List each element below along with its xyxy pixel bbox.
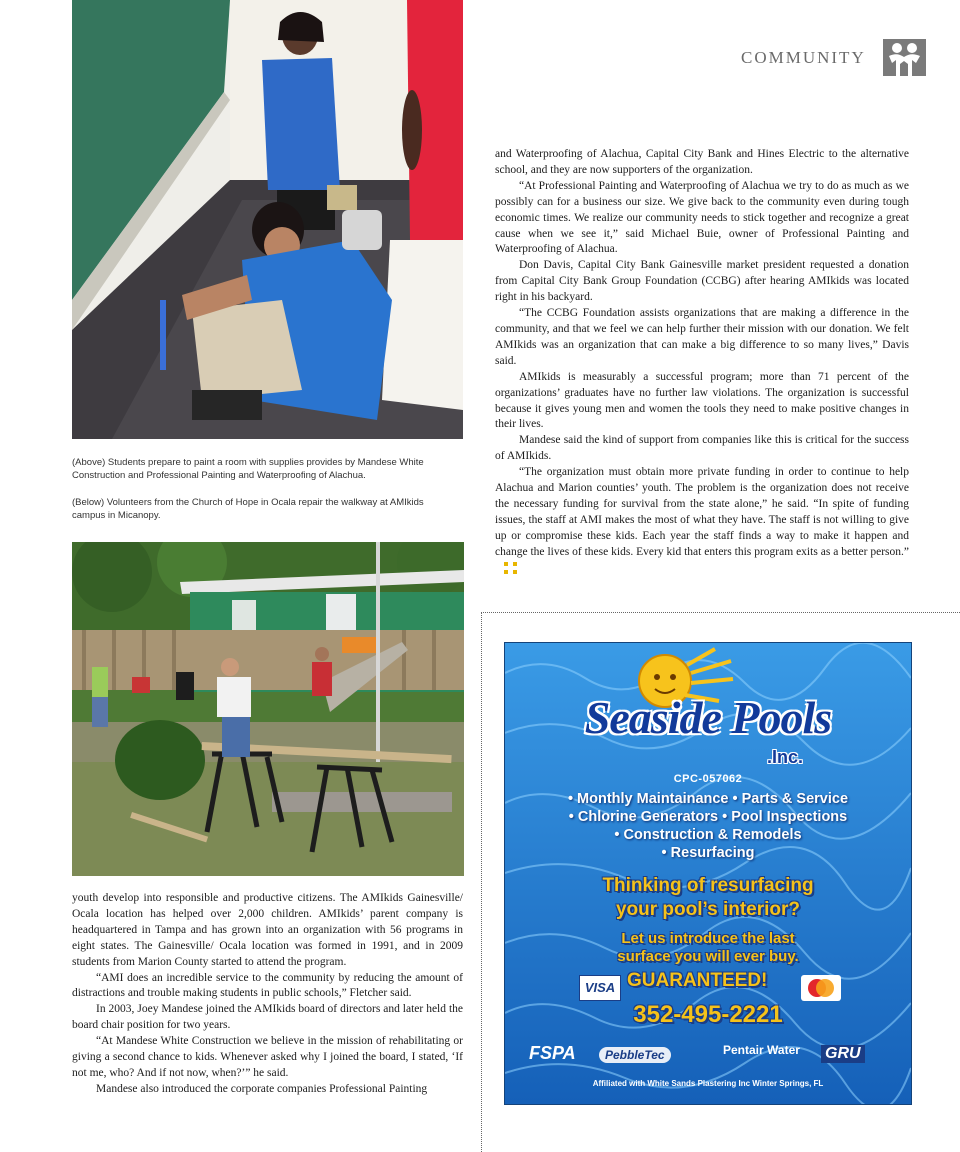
ad-subheadline: Let us introduce the last (621, 930, 795, 947)
ad-divider-vertical (481, 612, 482, 1152)
paragraph-text: “The organization must obtain more private funding in order to continue to help Alachua and Marion counties’ youth. The problem is the organization does not receive the necessary funding for survival from the state alone,” he said. “In spite of funding issues, the staff at AMI makes the most of what they have. The staff is not willing to give up or compromise these kids. Each year the staff finds a way to make it happen and change the lives of these kids. Every kid that enters this program exits as a better person.” (495, 466, 909, 558)
advertisement-seaside-pools (504, 642, 912, 1105)
paragraph: “At Professional Painting and Waterproofing of Alachua we try to do as much as we possibly can for a business our size. We give back to the community even during tough economic times. We realize our community needs to stick together and recognize a great cause when we see it,” said Michael Buie, owner of Professional Painting and Waterproofing of Alachua. (495, 179, 909, 256)
ad-brand-suffix: .Inc. (767, 747, 804, 767)
ad-headline: Thinking of resurfacing (602, 875, 814, 896)
paragraph: “AMI does an incredible service to the community by reducing the amount of distractions and trouble making students in public schools,” Fletcher said. (72, 971, 463, 1000)
ad-phone-number: 352-495-2221 (633, 1001, 783, 1028)
paragraph-last (495, 465, 909, 576)
ad-affiliation: Affiliated with White Sands Plastering Inc Winter Springs, FL (592, 1079, 824, 1088)
ad-services-row: • Monthly Maintainance • Parts & Service (567, 791, 849, 807)
paragraph: Don Davis, Capital City Bank Gainesville market president requested a donation from Capital City Bank Group Foundation (CCBG) after hearing AMIkids was located right in his backyard. (495, 259, 909, 304)
ad-brand-name: Seaside Pools (584, 692, 832, 743)
visa-logo-icon: VISA (579, 975, 621, 1001)
ad-services-row: • Resurfacing (661, 845, 755, 861)
ad-divider-horizontal (481, 612, 960, 613)
ad-services-row: • Construction & Remodels (614, 827, 802, 843)
caption-top: (Above) Students prepare to paint a room with supplies provides by Mandese White Construction and Professional Painting and Waterproofing of Alachua. (72, 457, 424, 481)
ad-license-number: CPC-057062 (673, 773, 743, 785)
paragraph: In 2003, Joey Mandese joined the AMIkids board of directors and later held the board chair position for two years. (72, 1003, 463, 1032)
section-label: COMMUNITY (741, 48, 866, 67)
ad-headline: your pool’s interior? (615, 899, 801, 920)
article-right-column (495, 147, 909, 576)
article-left-column (72, 891, 463, 1098)
gru-logo: GRU (821, 1045, 865, 1063)
people-icon (883, 39, 926, 76)
fspa-logo: FSPA (529, 1043, 576, 1063)
paragraph: AMIkids is measurably a successful program; more than 71 percent of the organizations’ graduates have no further law violations. The organization is successful because it gives young men and women the tools they need to make positive changes in their lives. (495, 370, 909, 431)
pebbletec-logo: PebbleTec (599, 1047, 671, 1063)
paragraph: “At Mandese White Construction we believe in the mission of rehabilitating or giving a second chance to kids. Whenever asked why I joined the board, I stated, ‘If not me, who? And if not now, when?’” he said. (72, 1035, 463, 1079)
paragraph: “The CCBG Foundation assists organizations that are making a difference in the community, and that we feel we can help further their mission with our donation. We felt AMIkids was an organization that can make a big difference to so many lives,” Davis said. (495, 307, 909, 367)
paragraph: youth develop into responsible and productive citizens. The AMIkids Gainesville/ Ocala location has helped over 2,000 children. AMIkids’ parent company is headquartered in Tampa and has grown into an organization with 56 programs in eight states. The Gainesville/ Ocala location was formed in 1991, and in 2009 students from Marion County started to attend the program. (72, 892, 463, 968)
ad-subheadline: surface you will ever buy. (617, 948, 799, 965)
paragraph: Mandese said the kind of support from companies like this is critical for the success of AMIkids. (495, 434, 909, 463)
paragraph: Mandese also introduced the corporate companies Professional Painting (96, 1082, 428, 1095)
end-of-article-icon (503, 561, 519, 575)
ad-services-row: • Chlorine Generators • Pool Inspections (568, 809, 848, 825)
pentair-logo: Pentair Water (723, 1043, 800, 1057)
caption-bottom: (Below) Volunteers from the Church of Hope in Ocala repair the walkway at AMIkids campus in Micanopy. (72, 497, 424, 521)
paragraph: and Waterproofing of Alachua, Capital City Bank and Hines Electric to the alternative school, and they are now supporters of the organization. (495, 148, 909, 176)
ad-guarantee: GUARANTEED! (627, 970, 768, 991)
photo-students-painting (72, 0, 463, 439)
mastercard-logo-icon (801, 975, 841, 1001)
photo-volunteers-walkway (72, 542, 464, 876)
